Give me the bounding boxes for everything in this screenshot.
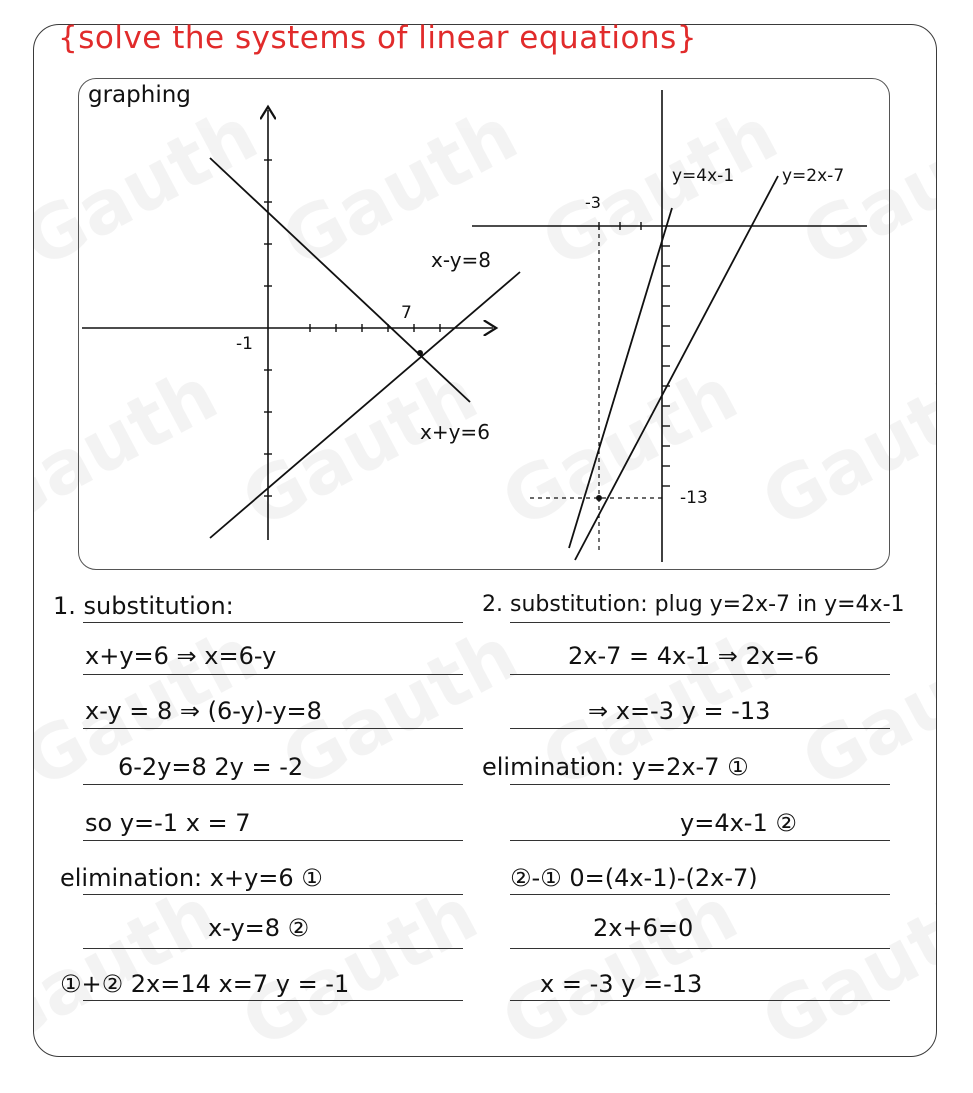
graph2-x-tick-label: -3 (585, 193, 601, 212)
graph1-label-x-plus-y: x+y=6 (420, 420, 490, 444)
left-line: x+y=6 ⇒ x=6-y (85, 642, 277, 670)
left-line: x-y=8 ② (208, 914, 310, 942)
rule-line (83, 674, 463, 675)
rule-line (83, 622, 463, 623)
rule-line (510, 840, 890, 841)
graph2-line-4x (569, 208, 672, 548)
graph-1 (82, 110, 520, 540)
rule-line (510, 728, 890, 729)
rule-line (510, 784, 890, 785)
right-line: ②-① 0=(4x-1)-(2x-7) (510, 864, 758, 892)
graph2-y-ticks (662, 246, 670, 486)
left-line: so y=-1 x = 7 (85, 809, 251, 837)
left-heading: 1. substitution: (53, 592, 234, 620)
page-title: {solve the systems of linear equations} (58, 20, 697, 56)
graph2-y-tick-label: -13 (680, 488, 708, 508)
rule-line (83, 840, 463, 841)
rule-line (83, 1000, 463, 1001)
right-line: ⇒ x=-3 y = -13 (588, 697, 771, 725)
graph-2 (472, 90, 867, 562)
left-line: ①+② 2x=14 x=7 y = -1 (60, 970, 350, 998)
rule-line (510, 674, 890, 675)
rule-line (83, 728, 463, 729)
right-heading: 2. substitution: plug y=2x-7 in y=4x-1 (482, 592, 905, 617)
left-line: elimination: x+y=6 ① (60, 864, 323, 892)
rule-line (83, 894, 463, 895)
right-line: 2x+6=0 (593, 914, 694, 942)
graph1-intersection (417, 350, 423, 356)
right-line: y=4x-1 ② (680, 809, 797, 837)
left-line: 6-2y=8 2y = -2 (118, 753, 304, 781)
right-line: 2x-7 = 4x-1 ⇒ 2x=-6 (568, 642, 820, 670)
rule-line (83, 784, 463, 785)
graph2-line-2x (575, 176, 778, 560)
graph1-label-x-minus-y: x-y=8 (431, 248, 492, 272)
graph1-x-tick-label: 7 (401, 303, 412, 323)
rule-line (83, 948, 463, 949)
graph1-line-x-plus-y (210, 158, 470, 402)
left-line: x-y = 8 ⇒ (6-y)-y=8 (85, 697, 322, 725)
rule-line (510, 894, 890, 895)
graph2-intersection (596, 495, 602, 501)
rule-line (510, 1000, 890, 1001)
right-line: elimination: y=2x-7 ① (482, 753, 749, 781)
rule-line (510, 622, 890, 623)
graph2-label-4x: y=4x-1 (672, 166, 735, 186)
graph2-label-2x: y=2x-7 (782, 166, 845, 186)
rule-line (510, 948, 890, 949)
right-line: x = -3 y =-13 (540, 970, 703, 998)
graph1-y-tick-label: -1 (236, 334, 253, 354)
graph1-line-x-minus-y (210, 272, 520, 538)
graphing-label: graphing (88, 82, 191, 108)
